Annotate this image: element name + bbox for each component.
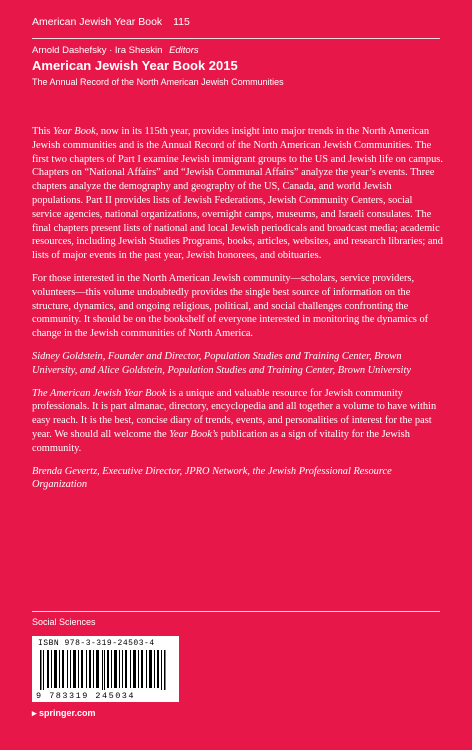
barcode-number: 9 783319 245034 [36, 691, 136, 701]
isbn-text: ISBN 978-3-319-24503-4 [38, 639, 155, 648]
text-run-italic: Year Book’s [169, 428, 218, 440]
text-run: publication as a sign of vitality for the Jewish community. [32, 428, 410, 454]
description-paragraph-2: For those interested in the North American Jewish community—scholars, service providers, volunteers—this volume undoubtedly provides the single best source of information on the structure, dynamics, and ongoing religious, political, and social challenges confronting the community. It should be on the bookshelf of everyone interested in monitoring the dynamics of change in the Jewish communities of North America. [32, 272, 429, 340]
book-title: American Jewish Year Book 2015 [32, 58, 238, 73]
text-run: , now in its 115th year, provides insight into major trends in the North American Jewish communities and is the Annual Record of the North American Jewish Communities. The first two chapters of Part I examine Jewish immigrant groups to the US and Jewish life on campus. Chapters on “National Affairs” and “Jewish Communal Affairs” analyze the year’s events. Three chapters analyze the demography and geography of the US, Canada, and world Jewish populations. Part II provides lists of Jewish Federations, Jewish Community Centers, social service agencies, national organizations, overnight camps, museums, and Israeli consulates. The final chapters present lists of national and local Jewish periodicals and broadcast media; academic resources, including Jewish Studies Programs, books, articles, websites, and research libraries; and lists of major events in the past year, Jewish honorees, and obituaries. [32, 126, 443, 262]
subject-category: Social Sciences [32, 617, 96, 627]
footer-divider [32, 611, 440, 612]
description-paragraph-1 [32, 125, 443, 263]
text-run: This [32, 126, 54, 137]
header-divider [32, 38, 440, 39]
barcode-bars [40, 650, 171, 690]
series-name: American Jewish Year Book [32, 16, 163, 28]
text-run-italic: The American Jewish Year Book [32, 387, 167, 399]
series-line [32, 16, 198, 28]
editor-names: Arnold Dashefsky · Ira Sheskin [32, 45, 163, 56]
endorsement-paragraph [32, 387, 443, 456]
text-run: is a unique and valuable resource for Jewish community professionals. It is part almanac, directory, encyclopedia and all together a volume to have within easy reach. It is the best, concise diary of trends, events, and personalities of interest for the past year. We should all welcome the [32, 387, 437, 440]
text-run-italic: Year Book [53, 126, 96, 137]
publisher-website-link[interactable]: ▸ springer.com [32, 708, 96, 718]
endorsement-attribution-2: Brenda Gevertz, Executive Director, JPRO Network, the Jewish Professional Resource Organization [32, 465, 392, 491]
book-subtitle: The Annual Record of the North American Jewish Communities [32, 77, 284, 87]
endorsement-attribution-1: Sidney Goldstein, Founder and Director, Population Studies and Training Center, Brown University, and Alice Goldstein, Population Studies and Training Center, Brown University [32, 350, 411, 376]
header-bar [0, 0, 472, 38]
editors-line [32, 45, 199, 56]
volume-number: 115 [173, 16, 190, 28]
description-body [32, 125, 443, 501]
editors-role: Editors [169, 45, 199, 56]
barcode [32, 636, 179, 702]
